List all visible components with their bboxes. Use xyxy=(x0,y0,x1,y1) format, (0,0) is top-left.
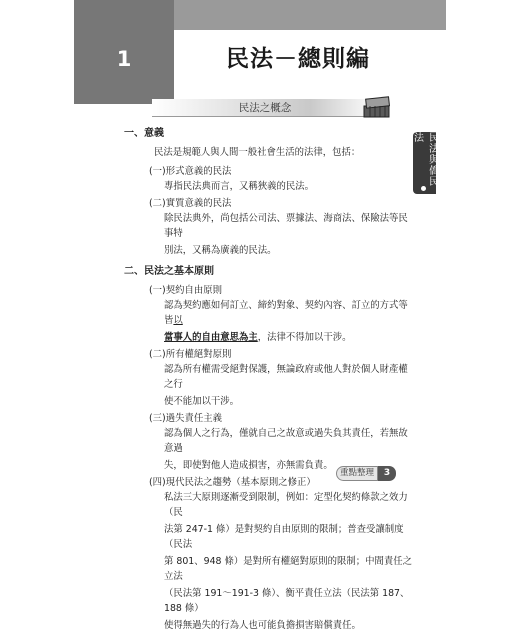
side-tab[interactable] xyxy=(413,132,436,194)
item-body-line: 使得無過失的行為人也可能負擔損害賠償責任。 xyxy=(164,620,361,631)
item-body-line: 法第 247-1 條）是對契約自由原則的限制；普查受讓制度（民法 xyxy=(164,524,404,550)
item-body-line xyxy=(124,298,414,328)
section-banner xyxy=(152,99,378,117)
section-banner-label: 民法之概念 xyxy=(238,102,292,114)
item-body-line: 認為所有權需受絕對保護，無論政府或他人對於個人財產權之行 xyxy=(164,364,408,390)
item-body-text: 認為契約應如何訂立、締約對象、契約內容、訂立的方式等皆 xyxy=(164,300,408,326)
item-body-line: 失，即使對他人造成損害，亦無需負責。 xyxy=(164,460,333,471)
item-title: (四)現代民法之趨勢（基本原則之修正） xyxy=(149,477,316,488)
section-heading-principles: 二、民法之基本原則 xyxy=(124,266,214,277)
item-body-line: 認為個人之行為，僅就自己之故意或過失負其責任，若無故意過 xyxy=(164,428,408,454)
footer-page-badge xyxy=(336,466,396,481)
item-body-line: 私法三大原則逐漸受到限制，例如：定型化契約條款之效力（民 xyxy=(164,492,408,518)
item-body-line: 使不能加以干涉。 xyxy=(164,396,240,407)
item-title: (二)實質意義的民法 xyxy=(149,198,232,209)
item-body-text: ，法律不得加以干涉。 xyxy=(257,332,352,343)
side-tab-dot xyxy=(421,186,426,191)
underlined-text: 以 xyxy=(173,315,183,326)
item-title: (三)過失責任主義 xyxy=(149,413,222,424)
main-content xyxy=(124,126,414,635)
item-body-line: 除民法典外，尚包括公司法、票據法、海商法、保險法等民事特 xyxy=(164,213,408,239)
header-band xyxy=(174,0,446,30)
item-body-line: 別法，又稱為廣義的民法。 xyxy=(164,245,277,256)
chapter-number: 1 xyxy=(116,47,132,71)
page-number: 3 xyxy=(378,466,396,481)
side-tab-label: 民法與僑民法 xyxy=(411,132,438,187)
footer-label: 重點整理 xyxy=(336,466,378,481)
item-title: (一)形式意義的民法 xyxy=(149,166,232,177)
item-body-line: （民法第 191～191-3 條）、衡平責任立法（民法第 187、188 條） xyxy=(164,588,410,614)
emphasized-text: 當事人的自由意思為主 xyxy=(164,332,258,343)
chapter-title: 民法－總則編 xyxy=(226,46,370,72)
item-title: (一)契約自由原則 xyxy=(149,285,222,296)
item-title: (二)所有權絕對原則 xyxy=(149,349,232,360)
chapter-number-box xyxy=(74,0,174,104)
item-body-line: 專指民法典而言，又稱狹義的民法。 xyxy=(164,181,315,192)
section-heading-meaning: 一、意義 xyxy=(124,128,164,139)
book-stack-icon xyxy=(362,93,392,119)
item-body-line xyxy=(124,330,414,345)
item-body-line: 第 801、948 條）是對所有權絕對原則的限制；中間責任之立法 xyxy=(164,556,413,582)
section-intro: 民法是規範人與人間一般社會生活的法律，包括： xyxy=(154,147,361,158)
